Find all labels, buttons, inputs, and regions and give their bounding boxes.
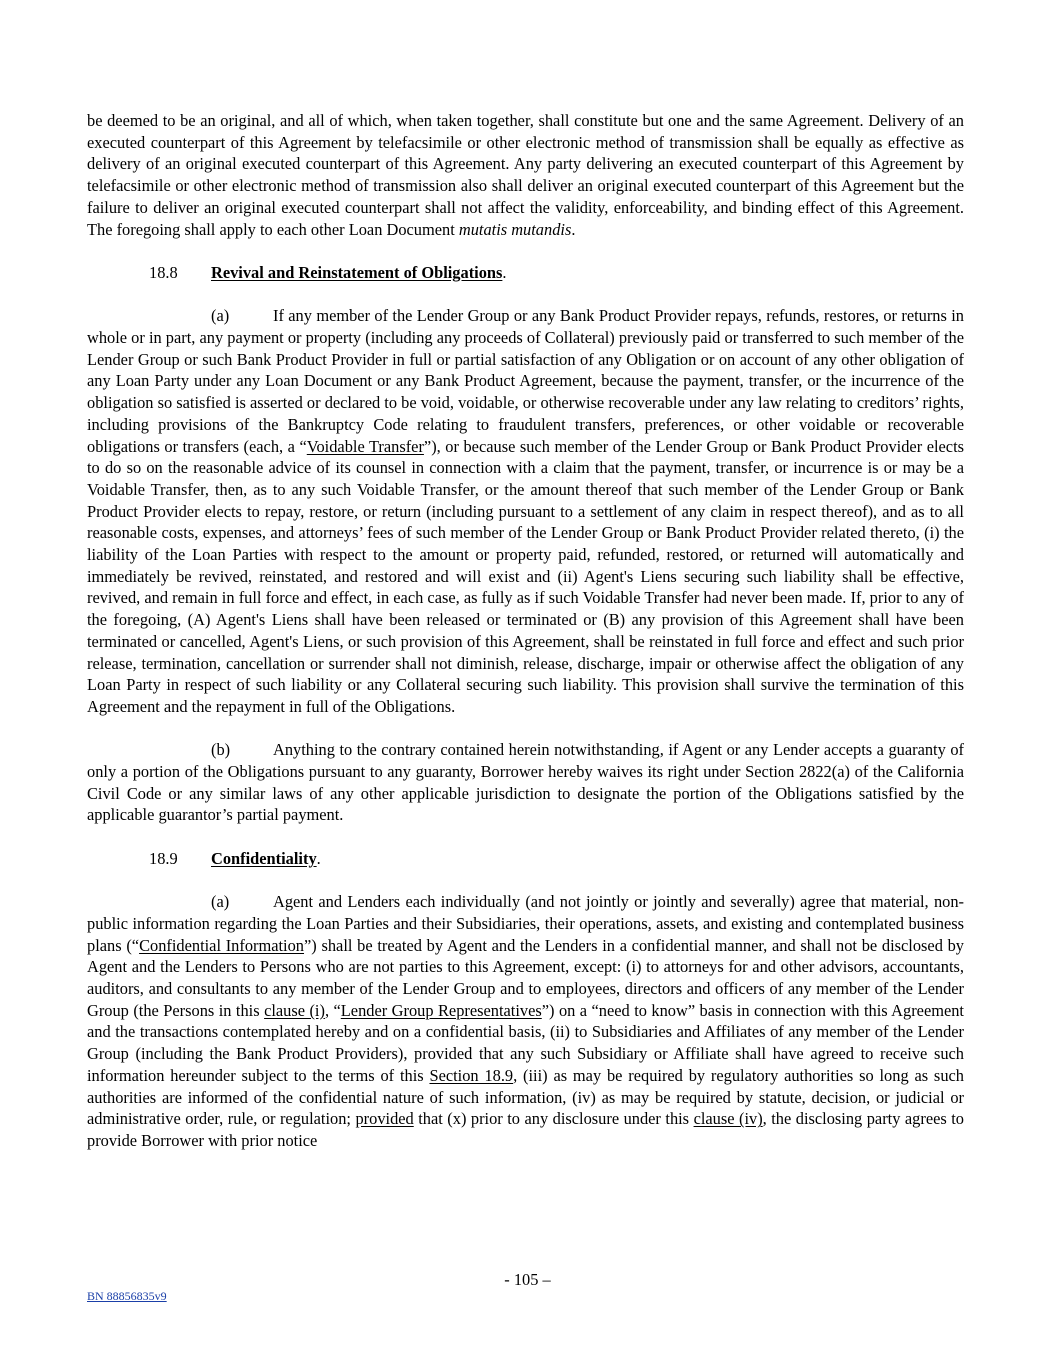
- document-id-link[interactable]: BN 88856835v9: [87, 1289, 167, 1303]
- defined-term-confidential-information: Confidential Information: [139, 935, 305, 955]
- paragraph-18-8-b: (b) Anything to the contrary contained herein notwithstanding, if Agent or any Lender accepts a guaranty of only a portion of the Obligations pursuant to any guaranty, Borrower hereby waives its right under Section 2822(a) of the California Civil Code or any similar laws of any other applicable jurisdiction to designate the portion of the Obligations satisfied by the applicable guarantor’s partial payment.: [87, 740, 964, 825]
- section-number: 18.9: [149, 848, 178, 868]
- subsection-label: (a): [211, 892, 230, 912]
- subsection-label: (b): [211, 740, 231, 760]
- section-18-9-heading: 18.9 Confidentiality.: [149, 848, 321, 868]
- document-body: [87, 110, 964, 1152]
- section-number: 18.8: [149, 262, 178, 282]
- reference-section-18-9: Section 18.9: [429, 1065, 514, 1085]
- defined-term-voidable-transfer: Voidable Transfer: [306, 436, 424, 456]
- reference-clause-i: clause (i): [264, 1000, 325, 1020]
- reference-clause-iv: clause (iv): [693, 1109, 763, 1129]
- page-number: - 105 –: [504, 1270, 551, 1289]
- paragraph-counterparts: be deemed to be an original, and all of which, when taken together, shall constitute but one and the same Agreement. Delivery of an executed counterpart of this Agreement by telefacsimile or other electronic method of transmission shall be equally as effective as delivery of an original executed counterpart of this Agreement. Any party delivering an executed counterpart of this Agreement by telefacsimile or other electronic method of transmission also shall deliver an original executed counterpart of this Agreement but the failure to deliver an original executed counterpart shall not affect the validity, enforceability, and binding effect of this Agreement. The foregoing shall apply to each other Loan Document mutatis mutandis.: [87, 111, 964, 239]
- italic-term: mutatis mutandis: [458, 219, 572, 239]
- section-title: Confidentiality: [211, 848, 317, 868]
- paragraph-18-8-a: (a) If any member of the Lender Group or any Bank Product Provider repays, refunds, restores, or returns in whole or in part, any payment or property (including any proceeds of Collateral) previously paid or transferred to such member of the Lender Group or such Bank Product Provider in full or partial satisfaction of any Obligation or on account of any other obligation of any Loan Party under any Loan Document or any Bank Product Agreement, because the payment, transfer, or the incurrence of the obligation so satisfied is asserted or declared to be void, voidable, or otherwise recoverable under any law relating to creditors’ rights, including provisions of the Bankruptcy Code relating to fraudulent transfers, preferences, or other voidable or recoverable obligations or transfers (each, a “Voidable Transfer”), or because such member of the Lender Group or Bank Product Provider elects to do so on the reasonable advice of its counsel in connection with a claim that the payment, transfer, or incurrence is or may be a Voidable Transfer, then, as to any such Voidable Transfer, or the amount thereof that such member of the Lender Group or Bank Product Provider elects to repay, restore, or return (including pursuant to a settlement of any claim in respect thereof), and as to all reasonable costs, expenses, and attorneys’ fees of such member of the Lender Group or Bank Product Provider related thereto, (i) the liability of the Loan Parties with respect to the amount or property paid, refunded, restored, or returned will automatically and immediately be revived, reinstated, and restored and will exist and (ii) Agent's Liens securing such liability shall be effective, revived, and remain in full force and effect, in each case, as fully as if such Voidable Transfer had never been made. If, prior to any of the foregoing, (A) Agent's Liens shall have been released or terminated or (B) any provision of this Agreement shall have been terminated or cancelled, Agent's Liens, or such provision of this Agreement, shall be reinstated in full force and effect and such prior release, termination, cancellation or surrender shall not diminish, release, discharge, impair or otherwise affect the obligation of any Loan Party in respect of such liability or any Collateral securing such liability. This provision shall survive the termination of this Agreement and the repayment in full of the Obligations.: [87, 306, 965, 716]
- term-provided: provided: [355, 1109, 414, 1129]
- defined-term-lender-group-representatives: Lender Group Representatives: [340, 1000, 542, 1020]
- subsection-label: (a): [211, 306, 230, 326]
- section-18-8-heading: 18.8 Revival and Reinstatement of Obligations.: [149, 262, 507, 282]
- section-title: Revival and Reinstatement of Obligations: [211, 262, 503, 282]
- paragraph-18-9-a: (a) Agent and Lenders each individually (and not jointly or jointly and severally) agree that material, non-public information regarding the Loan Parties and their Subsidiaries, their operations, assets, and existing and contemplated business plans (“Confidential Information”) shall be treated by Agent and the Lenders in a confidential manner, and shall not be disclosed by Agent and the Lenders to Persons who are not parties to this Agreement, except: (i) to attorneys for and other advisors, accountants, auditors, and consultants to any member of the Lender Group and to employees, directors and officers of any member of the Lender Group (the Persons in this clause (i), “Lender Group Representatives”) on a “need to know” basis in connection with this Agreement and the transactions contemplated hereby and on a confidential basis, (ii) to Subsidiaries and Affiliates of any member of the Lender Group (including the Bank Product Providers), provided that any such Subsidiary or Affiliate shall have agreed to receive such information hereunder subject to the terms of this Section 18.9, (iii) as may be required by regulatory authorities so long as such authorities are informed of the confidential nature of such information, (iv) as may be required by statute, decision, or judicial or administrative order, rule, or regulation; provided that (x) prior to any disclosure under this clause (iv), the disclosing party agrees to provide Borrower with prior notice: [87, 892, 964, 1150]
